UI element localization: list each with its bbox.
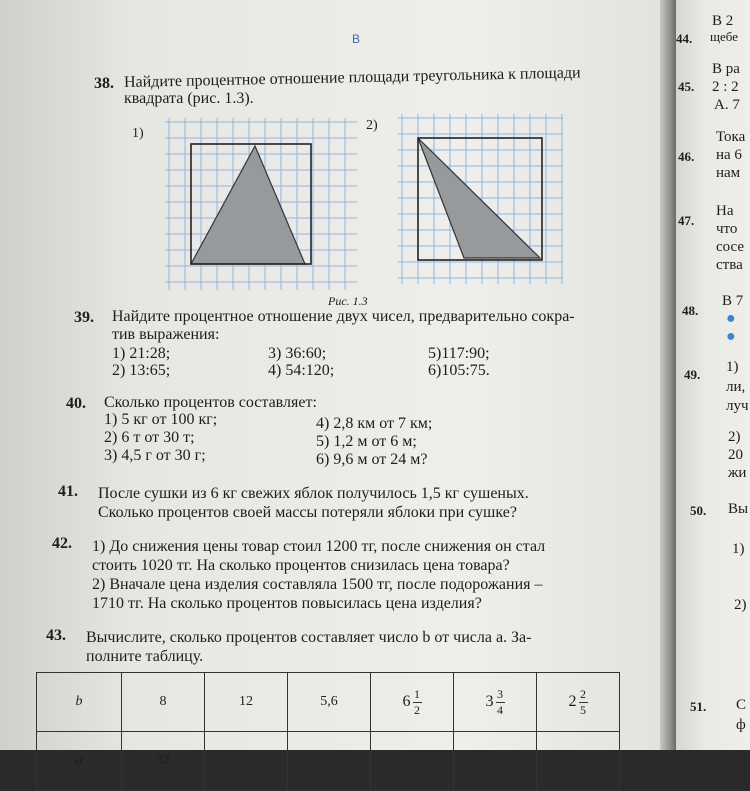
- right-text: В 2: [712, 13, 734, 29]
- figure-caption: Рис. 1.3: [328, 294, 368, 308]
- right-text: В 7: [722, 293, 744, 309]
- right-text: что: [716, 221, 738, 237]
- problem-40-line1: Сколько процентов составляет:: [104, 394, 317, 411]
- right-text: 2): [728, 429, 741, 445]
- fraction-whole: 3: [485, 693, 494, 710]
- fraction-numerator: 2: [580, 686, 586, 701]
- right-text: С: [736, 697, 747, 713]
- fraction-denominator: 5: [580, 702, 586, 717]
- problem-40-item5: 5) 1,2 м от 6 м;: [316, 433, 417, 450]
- problem-43-line1: Вычислите, сколько процентов составляет число b от числа a. За-: [86, 629, 532, 646]
- right-text: 1): [726, 359, 739, 375]
- problem-42-number: 42.: [52, 535, 72, 552]
- problem-40-item6: 6) 9,6 м от 24 м?: [316, 451, 428, 468]
- figure-1-label: 1): [132, 126, 144, 141]
- right-problem-50-number: 50.: [690, 503, 707, 518]
- right-problem-51-number: 51.: [690, 699, 707, 714]
- problem-39-item3: 3) 36:60;: [268, 345, 327, 362]
- figure-2-grid-triangle: [398, 114, 563, 284]
- problem-41-number: 41.: [58, 483, 78, 500]
- problem-38-number: 38.: [94, 75, 114, 92]
- right-text: Тока: [716, 129, 746, 145]
- right-text: ли,: [726, 379, 746, 395]
- table-row-a: [37, 732, 620, 791]
- right-text: ф: [736, 717, 746, 733]
- right-text: щебе: [710, 29, 738, 44]
- problem-38-line2: квадрата (рис. 1.3).: [124, 90, 254, 107]
- right-text: 20: [728, 447, 743, 463]
- table-cell: 32: [122, 732, 205, 791]
- right-text: 2): [734, 597, 747, 613]
- right-text: В ра: [712, 61, 740, 77]
- problem-40-item1: 1) 5 кг от 100 кг;: [104, 411, 218, 428]
- problem-39-item2: 2) 13:65;: [112, 362, 171, 379]
- figure-2-label: 2): [366, 118, 378, 133]
- problem-42-line1: 1) До снижения цены товар стоил 1200 тг, после снижения он стал: [92, 538, 546, 555]
- right-text: сосе: [716, 239, 745, 255]
- fraction-whole: 6: [402, 693, 411, 710]
- problem-39-line2: тив выражения:: [112, 326, 220, 343]
- right-text: А. 7: [714, 97, 740, 113]
- right-text: ства: [716, 257, 743, 273]
- table-cell: [454, 732, 537, 791]
- right-text: нам: [716, 165, 741, 181]
- problem-40-number: 40.: [66, 395, 86, 412]
- right-text: 1): [732, 541, 745, 557]
- problem-39-number: 39.: [74, 309, 94, 326]
- right-text: луч: [726, 398, 749, 414]
- problem-40-item2: 2) 6 т от 30 т;: [104, 429, 195, 446]
- fraction-numerator: 3: [497, 686, 503, 701]
- problem-40-item4: 4) 2,8 км от 7 км;: [316, 415, 433, 432]
- right-problem-45-number: 45.: [678, 79, 695, 94]
- problem-39-item4: 4) 54:120;: [268, 362, 335, 379]
- table-cell: 12: [205, 673, 288, 732]
- right-text: жи: [728, 465, 747, 481]
- table-cell-fraction: [371, 673, 454, 732]
- table-cell: 5,6: [288, 673, 371, 732]
- fraction-whole: 2: [568, 693, 577, 710]
- right-text: Вы: [728, 501, 749, 517]
- right-problem-46-number: 46.: [678, 149, 695, 164]
- table-cell: [288, 732, 371, 791]
- fraction-denominator: 4: [497, 702, 503, 717]
- bullet-icon: ●: [726, 310, 736, 327]
- fraction-denominator: 2: [414, 702, 420, 717]
- table-cell: [205, 732, 288, 791]
- problem-39-line1: Найдите процентное отношение двух чисел, предварительно сокра-: [112, 308, 575, 325]
- right-problem-49-number: 49.: [684, 367, 701, 382]
- right-problem-47-number: 47.: [678, 213, 695, 228]
- table-cell: 8: [122, 673, 205, 732]
- problem-43-line2: полните таблицу.: [86, 648, 204, 665]
- problem-43-number: 43.: [46, 627, 66, 644]
- problem-41-line1: После сушки из 6 кг свежих яблок получилось 1,5 кг сушеных.: [98, 485, 529, 502]
- problem-42-line3: 2) Вначале цена изделия составляла 1500 тг, после подорожания –: [92, 576, 543, 593]
- problem-41-line2: Сколько процентов своей массы потеряли яблоки при сушке?: [98, 504, 517, 521]
- problem-42-line4: 1710 тг. На сколько процентов повысилась цена изделия?: [92, 595, 482, 612]
- right-text: на 6: [716, 147, 742, 163]
- problem-39-item5: 5)117:90;: [428, 345, 490, 362]
- problem-40-item3: 3) 4,5 г от 30 г;: [104, 447, 206, 464]
- table-cell: [537, 732, 620, 791]
- bullet-icon: ●: [726, 328, 736, 345]
- fraction-numerator: 1: [414, 686, 420, 701]
- right-text: 2 : 2: [712, 79, 739, 95]
- problem-38-line1: Найдите процентное отношение площади треугольника к площади: [123, 64, 581, 91]
- problem-39-item1: 1) 21:28;: [112, 345, 171, 362]
- problem-39-item6: 6)105:75.: [428, 362, 490, 379]
- problem-42-line2: стоить 1020 тг. На сколько процентов снизилась цена товара?: [92, 557, 510, 574]
- table-cell-fraction: [537, 673, 620, 732]
- percent-table: [36, 672, 620, 791]
- right-problem-44-number: 44.: [676, 31, 693, 46]
- figure-1-grid-triangle: [165, 118, 357, 290]
- right-problem-48-number: 48.: [682, 303, 699, 318]
- page-header-letter: В: [352, 32, 361, 46]
- table-cell: [371, 732, 454, 791]
- table-cell-b-label: b: [37, 673, 122, 732]
- table-row-b: [37, 673, 620, 732]
- right-text: На: [716, 203, 734, 219]
- table-cell-a-label: a: [37, 732, 122, 791]
- table-cell-fraction: [454, 673, 537, 732]
